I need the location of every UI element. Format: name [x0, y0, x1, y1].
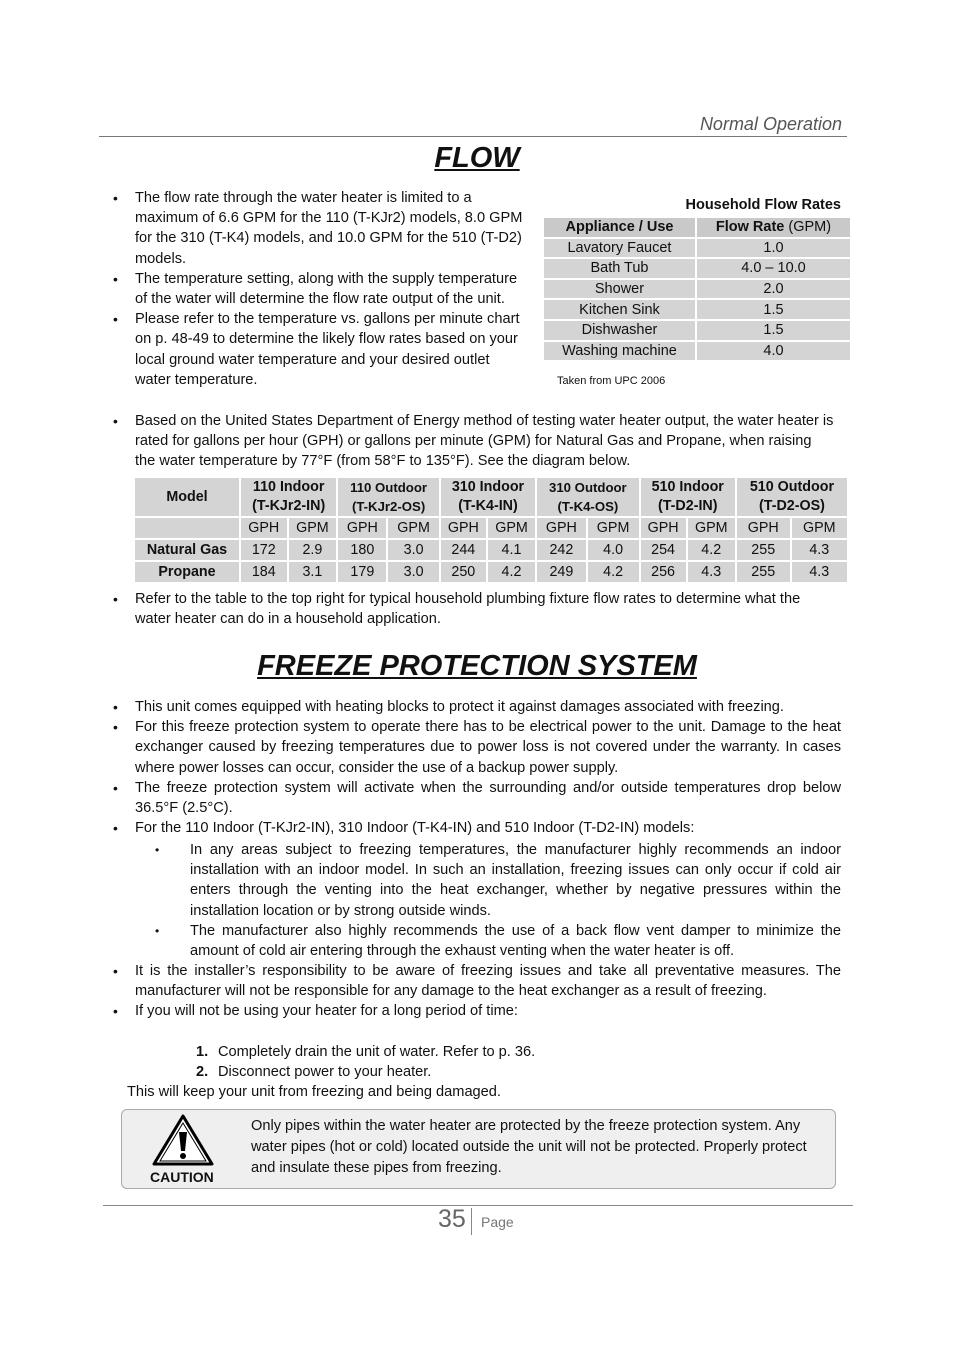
step-number: 1. — [196, 1044, 209, 1060]
value-cell: 2.9 — [289, 540, 337, 560]
value-cell: 3.1 — [289, 562, 337, 582]
flow-bullet: • Please refer to the temperature vs. gallons per minute chart on p. 48-49 to determine the likely flow rates based on your local ground water temperature and your desired outlet water temperature. — [113, 309, 529, 390]
table-row — [544, 259, 850, 278]
caution-text: Only pipes within the water heater are protected by the freeze protection system. Any water pipes (hot or cold) located outside the unit will not be protected. Properly protect and insulate these pipes from freezing. — [251, 1118, 807, 1176]
model-header-cell — [441, 478, 535, 516]
flow-rate-cell: 4.0 — [697, 342, 850, 361]
table-row — [544, 342, 850, 361]
model-header-row — [135, 478, 847, 516]
value-cell: 179 — [338, 562, 386, 582]
household-flow-table — [542, 216, 852, 362]
step-item — [196, 1042, 535, 1062]
model-code: (T-D2-OS) — [758, 498, 825, 514]
flow-bullet: • Based on the United States Department of Energy method of testing water heater output, the water heater is rated for gallons per hour (GPH) or gallons per minute (GPM) for Natural Gas and Propane, when raising the water temperature by 77°F (from 58°F to 135°F). See the diagram below. — [113, 411, 835, 472]
flow-bullet-list — [113, 188, 529, 390]
flow-rate-column-header — [697, 218, 850, 237]
section-header: Normal Operation — [699, 114, 842, 134]
unit-cell: GPH — [241, 518, 287, 538]
unit-cell: GPH — [338, 518, 386, 538]
flow-rate-unit: (GPM) — [784, 219, 832, 236]
empty-cell — [135, 518, 239, 538]
step-text: Completely drain the unit of water. Refer to p. 36. — [218, 1044, 536, 1060]
table-row — [544, 280, 850, 299]
flow-bullet-list-3 — [113, 589, 835, 629]
value-cell: 4.3 — [792, 540, 847, 560]
model-name: 110 Indoor — [252, 479, 325, 495]
flow-rate-cell: 4.0 – 10.0 — [697, 259, 850, 278]
appliance-cell: Dishwasher — [544, 321, 695, 340]
footer-divider — [103, 1205, 853, 1206]
value-cell: 184 — [241, 562, 287, 582]
unit-cell: GPH — [641, 518, 686, 538]
value-cell: 180 — [338, 540, 386, 560]
freeze-sub-bullet-list — [190, 840, 841, 961]
table-header-row — [544, 218, 850, 237]
flow-rate-cell: 1.0 — [697, 239, 850, 258]
step-text: Disconnect power to your heater. — [218, 1064, 432, 1080]
appliance-cell: Shower — [544, 280, 695, 299]
model-code: (T-KJr2-OS) — [351, 499, 426, 514]
model-code: (T-D2-IN) — [657, 498, 718, 514]
flow-rate-cell: 1.5 — [697, 300, 850, 319]
freeze-bullet: • It is the installer’s responsibility to be aware of freezing issues and take all preventative measures. The manufacturer will not be responsible for any damage to the heat exchanger as a result of freezing. — [113, 961, 841, 1001]
value-cell: 250 — [441, 562, 486, 582]
appliance-cell: Bath Tub — [544, 259, 695, 278]
freeze-bullet: • The freeze protection system will activate when the surrounding and/or outside temperatures drop below 36.5°F (2.5°C). — [113, 778, 841, 818]
flow-heading: FLOW — [434, 142, 520, 174]
model-header-cell — [241, 478, 336, 516]
table-row — [135, 562, 847, 582]
flow-bullet: • Refer to the table to the top right for typical household plumbing fixture flow rates to determine what the water heater can do in a household application. — [113, 589, 835, 629]
model-code: (T-KJr2-IN) — [252, 498, 326, 514]
header-divider — [99, 136, 847, 137]
freeze-sub-bullet: • The manufacturer also highly recommends the use of a back flow vent damper to minimize the amount of cold air entering through the exhaust venting when the water heater is off. — [190, 921, 841, 961]
value-cell: 3.0 — [388, 540, 438, 560]
unit-cell: GPM — [588, 518, 639, 538]
step-item — [196, 1062, 431, 1082]
model-header-cell — [537, 478, 638, 516]
model-name: 510 Outdoor — [749, 479, 835, 495]
flow-rate-label: Flow Rate — [715, 219, 785, 236]
unit-cell: GPH — [737, 518, 790, 538]
unit-cell: GPM — [488, 518, 535, 538]
table-row — [544, 239, 850, 258]
table-row — [544, 300, 850, 319]
value-cell: 255 — [737, 562, 790, 582]
unit-cell: GPM — [792, 518, 847, 538]
unit-cell: GPM — [289, 518, 337, 538]
unit-cell: GPH — [441, 518, 486, 538]
model-header-cell — [737, 478, 847, 516]
model-header-cell — [641, 478, 735, 516]
value-cell: 4.2 — [488, 562, 535, 582]
freeze-bullet: • For the 110 Indoor (T-KJr2-IN), 310 Indoor (T-K4-IN) and 510 Indoor (T-D2-IN) models: — [113, 818, 841, 838]
page-separator — [471, 1208, 472, 1235]
value-cell: 254 — [641, 540, 686, 560]
appliance-cell: Kitchen Sink — [544, 300, 695, 319]
value-cell: 3.0 — [388, 562, 438, 582]
value-cell: 249 — [537, 562, 585, 582]
step-number: 2. — [196, 1064, 209, 1080]
appliance-cell: Washing machine — [544, 342, 695, 361]
caution-label: CAUTION — [150, 1169, 214, 1185]
value-cell: 4.3 — [792, 562, 847, 582]
value-cell: 244 — [441, 540, 486, 560]
model-code: (T-K4-OS) — [557, 499, 619, 514]
model-name: 110 Outdoor — [350, 480, 428, 495]
freeze-bullet: • This unit comes equipped with heating blocks to protect it against damages associated with freezing. — [113, 697, 841, 717]
closing-text: This will keep your unit from freezing and being damaged. — [127, 1084, 501, 1100]
value-cell: 242 — [537, 540, 585, 560]
value-cell: 256 — [641, 562, 686, 582]
model-header-cell — [338, 478, 438, 516]
page-number: 35 — [438, 1205, 466, 1233]
model-name: 310 Indoor — [451, 479, 525, 495]
value-cell: 172 — [241, 540, 287, 560]
unit-row — [135, 518, 847, 538]
unit-cell: GPM — [688, 518, 735, 538]
table-row — [135, 540, 847, 560]
freeze-bullet: • If you will not be using your heater for a long period of time: — [113, 1001, 841, 1021]
flow-bullet-list-2 — [113, 411, 835, 472]
freeze-bullet-list — [113, 697, 841, 838]
flow-rate-cell: 1.5 — [697, 321, 850, 340]
value-cell: 4.1 — [488, 540, 535, 560]
value-cell: 4.2 — [588, 562, 639, 582]
freeze-bullet-list-2 — [113, 961, 841, 1022]
model-output-table — [133, 476, 849, 584]
page-label: Page — [481, 1214, 514, 1230]
value-cell: 4.0 — [588, 540, 639, 560]
model-name: 310 Outdoor — [549, 480, 627, 495]
household-table-source: Taken from UPC 2006 — [557, 375, 666, 387]
appliance-cell: Lavatory Faucet — [544, 239, 695, 258]
appliance-column-header: Appliance / Use — [544, 218, 695, 237]
freeze-bullet: • For this freeze protection system to operate there has to be electrical power to the unit. Damage to the heat exchanger caused by freezing temperatures due to power loss is not covered under the warranty. In cases where power losses can occur, consider the use of a backup power supply. — [113, 717, 841, 778]
fuel-label: Natural Gas — [135, 540, 239, 560]
flow-bullet: • The flow rate through the water heater is limited to a maximum of 6.6 GPM for the 110 (T-KJr2) models, 8.0 GPM for the 310 (T-K4) models, and 10.0 GPM for the 510 (T-D2) models. — [113, 188, 529, 269]
value-cell: 4.3 — [688, 562, 735, 582]
household-table-title: Household Flow Rates — [685, 197, 841, 213]
flow-rate-cell: 2.0 — [697, 280, 850, 299]
unit-cell: GPH — [537, 518, 585, 538]
model-name: 510 Indoor — [651, 479, 724, 495]
warning-triangle-icon — [152, 1114, 214, 1166]
freeze-sub-bullet: • In any areas subject to freezing temperatures, the manufacturer highly recommends an indoor installation with an indoor model. In such an installation, freezing issues can only occur if cold air enters through the venting into the heat exchanger, whether by negative pressures within the installation location or by strong outside winds. — [190, 840, 841, 921]
table-row — [544, 321, 850, 340]
unit-cell: GPM — [388, 518, 438, 538]
flow-bullet: • The temperature setting, along with the supply temperature of the water will determine the flow rate output of the unit. — [113, 269, 529, 309]
fuel-label: Propane — [135, 562, 239, 582]
value-cell: 4.2 — [688, 540, 735, 560]
freeze-heading: FREEZE PROTECTION SYSTEM — [257, 650, 697, 682]
value-cell: 255 — [737, 540, 790, 560]
model-code: (T-K4-IN) — [458, 498, 518, 514]
model-column-header: Model — [135, 478, 239, 516]
caution-box — [121, 1109, 836, 1189]
